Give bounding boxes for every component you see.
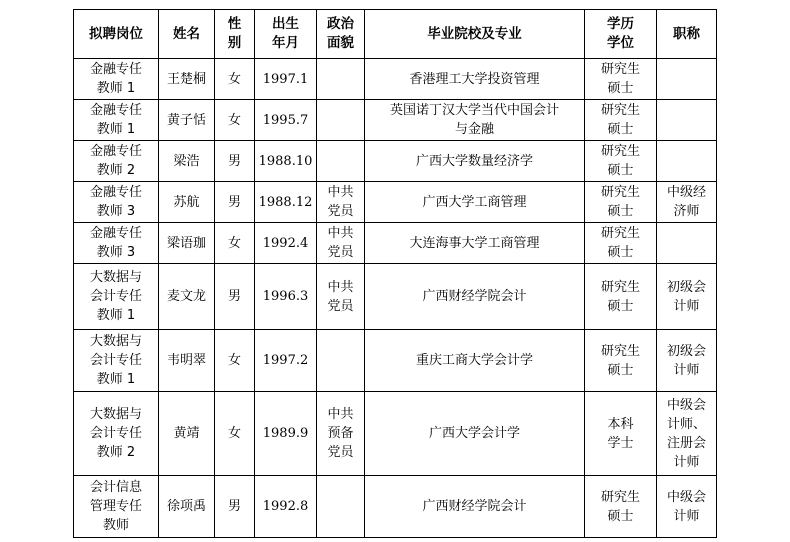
- cell-degree: 本科 学士: [585, 392, 657, 476]
- cell-name: 韦明翠: [159, 330, 215, 392]
- header-degree: 学历 学位: [585, 10, 657, 59]
- cell-birth: 1995.7: [255, 100, 317, 141]
- table-row: [74, 330, 717, 392]
- cell-politics: [317, 141, 365, 182]
- cell-degree: 研究生 硕士: [585, 141, 657, 182]
- header-row: [74, 10, 717, 59]
- cell-position: 大数据与 会计专任 教师 1: [74, 330, 159, 392]
- header-school: 毕业院校及专业: [365, 10, 585, 59]
- candidate-table: [73, 9, 717, 538]
- cell-school: 广西财经学院会计: [365, 476, 585, 538]
- cell-birth: 1997.1: [255, 59, 317, 100]
- cell-gender: 女: [215, 330, 255, 392]
- cell-politics: [317, 59, 365, 100]
- cell-politics: [317, 100, 365, 141]
- cell-title: [657, 100, 717, 141]
- cell-name: 梁浩: [159, 141, 215, 182]
- cell-title: 初级会 计师: [657, 264, 717, 330]
- cell-birth: 1988.12: [255, 182, 317, 223]
- cell-school: 英国诺丁汉大学当代中国会计 与金融: [365, 100, 585, 141]
- cell-birth: 1992.8: [255, 476, 317, 538]
- header-name: 姓名: [159, 10, 215, 59]
- cell-school: 重庆工商大学会计学: [365, 330, 585, 392]
- header-birth: 出生 年月: [255, 10, 317, 59]
- cell-title: [657, 223, 717, 264]
- table-row: [74, 223, 717, 264]
- cell-title: 中级会 计师: [657, 476, 717, 538]
- cell-name: 黄子恬: [159, 100, 215, 141]
- cell-name: 梁语珈: [159, 223, 215, 264]
- cell-school: 广西财经学院会计: [365, 264, 585, 330]
- cell-degree: 研究生 硕士: [585, 100, 657, 141]
- cell-name: 徐项禹: [159, 476, 215, 538]
- cell-position: 金融专任 教师 2: [74, 141, 159, 182]
- cell-position: 金融专任 教师 3: [74, 223, 159, 264]
- header-gender: 性 别: [215, 10, 255, 59]
- cell-degree: 研究生 硕士: [585, 223, 657, 264]
- cell-school: 香港理工大学投资管理: [365, 59, 585, 100]
- cell-school: 广西大学工商管理: [365, 182, 585, 223]
- cell-title: 中级经 济师: [657, 182, 717, 223]
- cell-position: 大数据与 会计专任 教师 2: [74, 392, 159, 476]
- header-position: 拟聘岗位: [74, 10, 159, 59]
- cell-name: 王楚桐: [159, 59, 215, 100]
- cell-birth: 1996.3: [255, 264, 317, 330]
- cell-position: 金融专任 教师 1: [74, 59, 159, 100]
- cell-gender: 女: [215, 223, 255, 264]
- table-row: [74, 392, 717, 476]
- table-row: [74, 59, 717, 100]
- cell-politics: 中共 党员: [317, 223, 365, 264]
- cell-school: 广西大学会计学: [365, 392, 585, 476]
- cell-gender: 男: [215, 182, 255, 223]
- cell-degree: 研究生 硕士: [585, 476, 657, 538]
- header-politics: 政治 面貌: [317, 10, 365, 59]
- cell-position: 金融专任 教师 3: [74, 182, 159, 223]
- cell-degree: 研究生 硕士: [585, 59, 657, 100]
- cell-birth: 1988.10: [255, 141, 317, 182]
- table-row: [74, 182, 717, 223]
- cell-degree: 研究生 硕士: [585, 264, 657, 330]
- cell-name: 苏航: [159, 182, 215, 223]
- cell-gender: 女: [215, 100, 255, 141]
- cell-name: 麦文龙: [159, 264, 215, 330]
- cell-gender: 男: [215, 141, 255, 182]
- cell-politics: [317, 476, 365, 538]
- cell-birth: 1997.2: [255, 330, 317, 392]
- table-row: [74, 476, 717, 538]
- cell-title: 中级会 计师、 注册会 计师: [657, 392, 717, 476]
- cell-degree: 研究生 硕士: [585, 182, 657, 223]
- cell-title: [657, 141, 717, 182]
- table-row: [74, 141, 717, 182]
- cell-gender: 女: [215, 392, 255, 476]
- cell-birth: 1992.4: [255, 223, 317, 264]
- table-row: [74, 264, 717, 330]
- cell-degree: 研究生 硕士: [585, 330, 657, 392]
- cell-school: 大连海事大学工商管理: [365, 223, 585, 264]
- cell-politics: [317, 330, 365, 392]
- cell-position: 会计信息 管理专任 教师: [74, 476, 159, 538]
- cell-gender: 男: [215, 476, 255, 538]
- cell-name: 黄靖: [159, 392, 215, 476]
- cell-gender: 男: [215, 264, 255, 330]
- cell-position: 金融专任 教师 1: [74, 100, 159, 141]
- cell-politics: 中共 党员: [317, 182, 365, 223]
- cell-politics: 中共 预备 党员: [317, 392, 365, 476]
- cell-position: 大数据与 会计专任 教师 1: [74, 264, 159, 330]
- cell-birth: 1989.9: [255, 392, 317, 476]
- cell-school: 广西大学数量经济学: [365, 141, 585, 182]
- cell-gender: 女: [215, 59, 255, 100]
- header-title: 职称: [657, 10, 717, 59]
- cell-title: 初级会 计师: [657, 330, 717, 392]
- cell-politics: 中共 党员: [317, 264, 365, 330]
- table-row: [74, 100, 717, 141]
- cell-title: [657, 59, 717, 100]
